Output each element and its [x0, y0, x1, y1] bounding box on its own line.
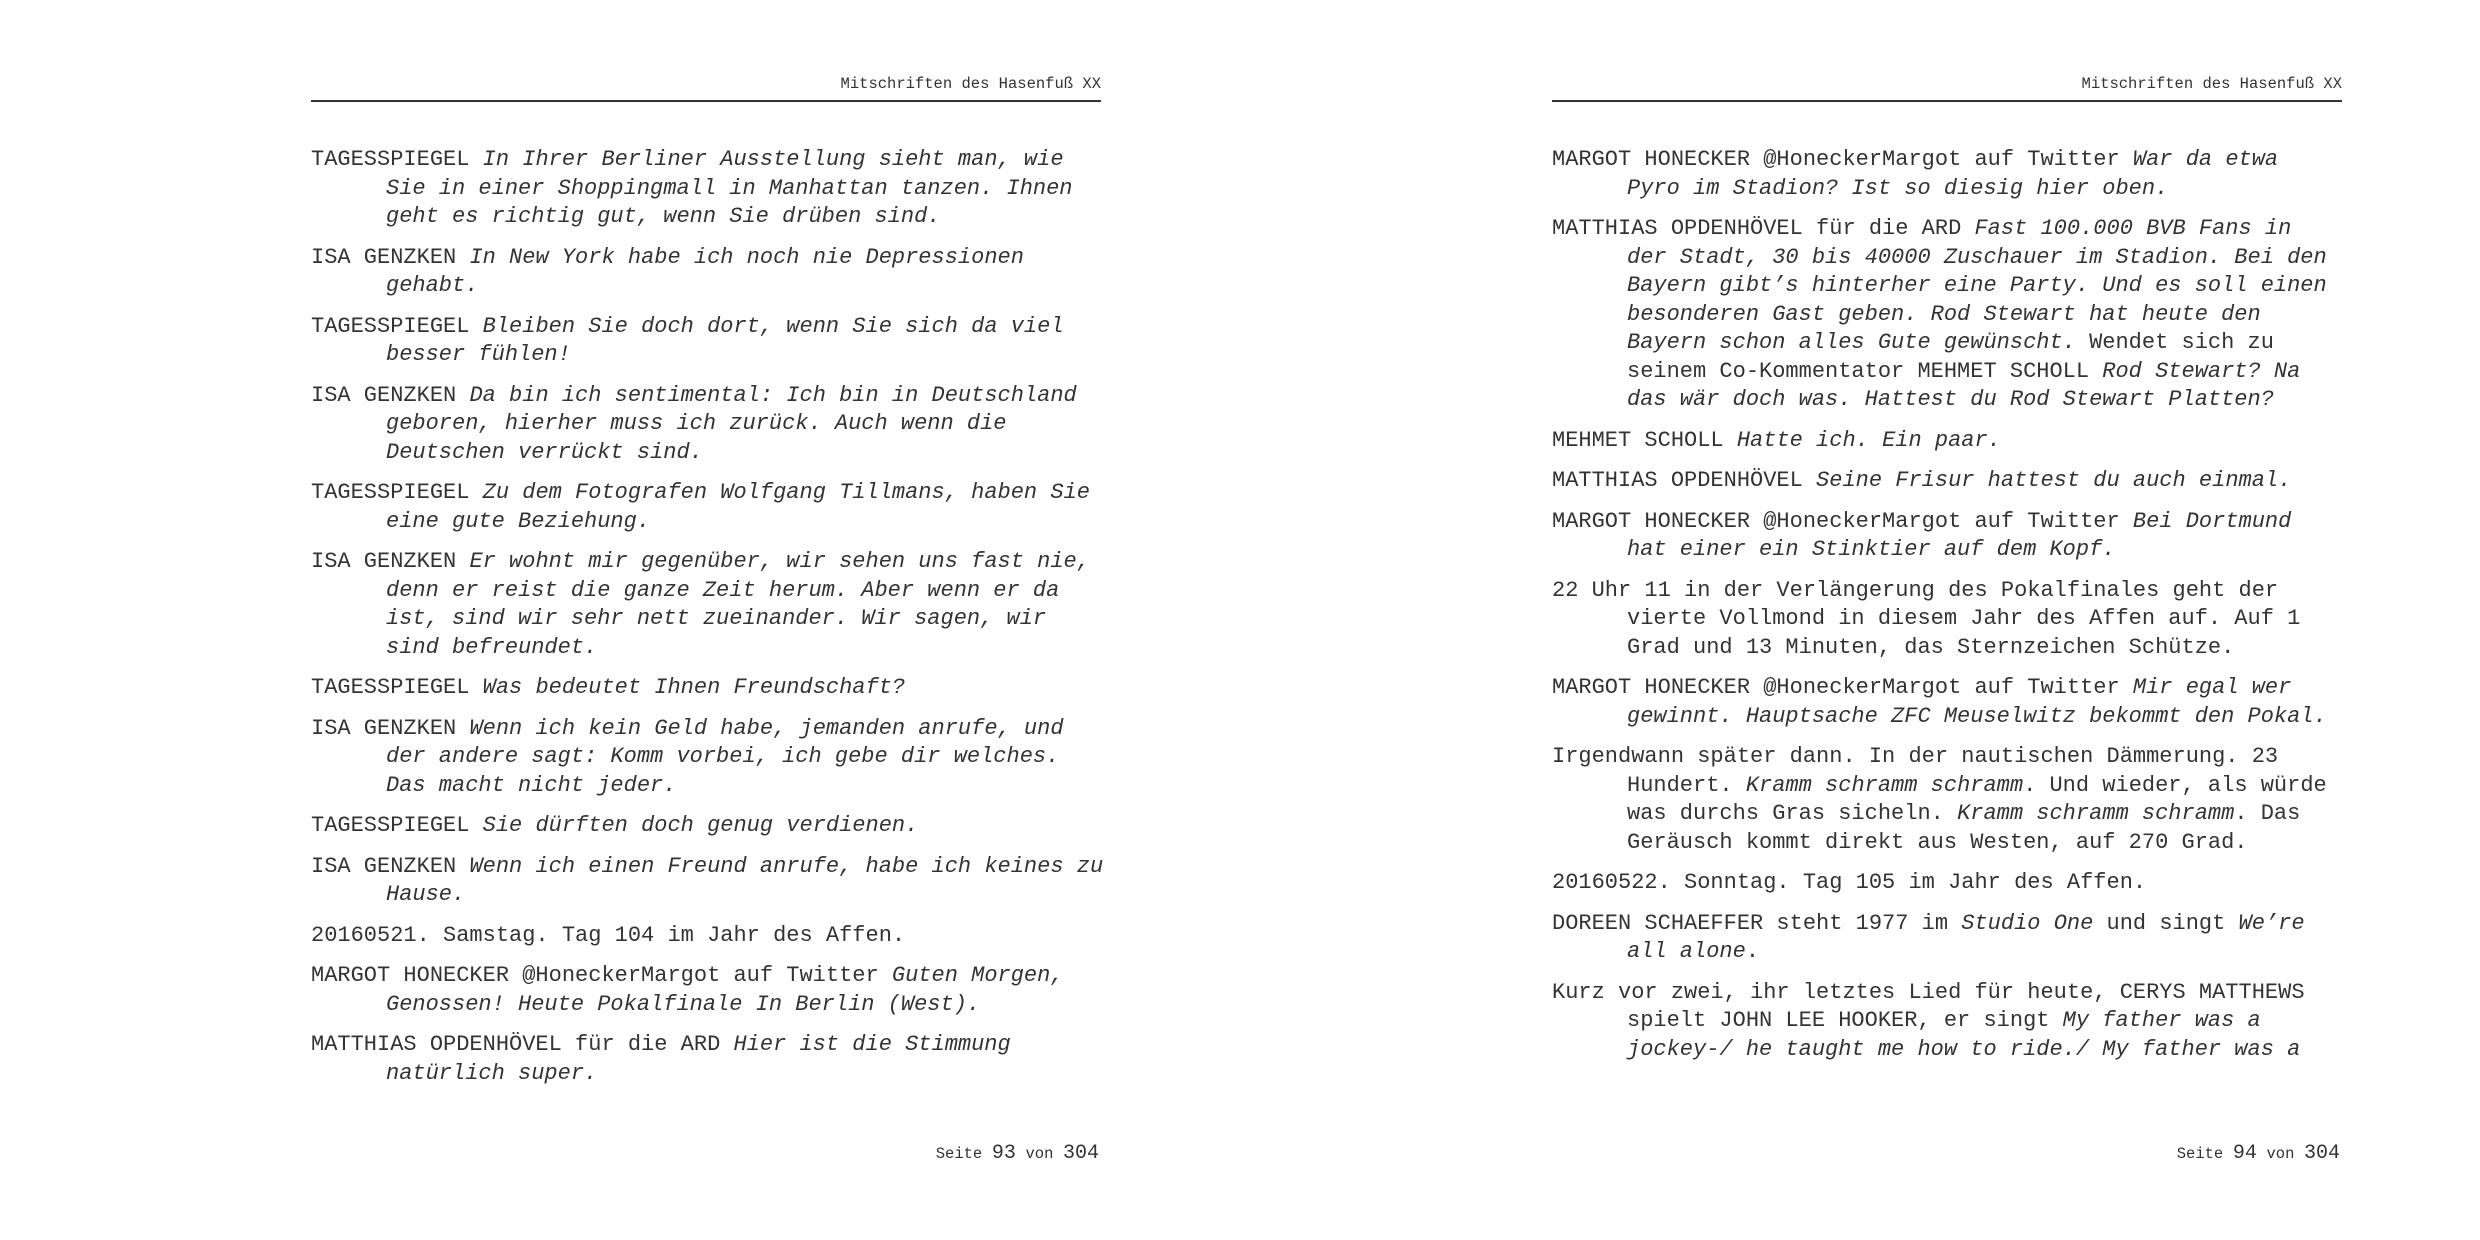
italic-text: eine gute Beziehung.: [386, 508, 651, 534]
italic-text: Da bin ich sentimental: Ich bin in Deutschland: [469, 382, 1077, 408]
text-line: [1552, 674, 2342, 703]
text-line: [386, 634, 1101, 663]
transcript-paragraph: [311, 244, 1101, 301]
text-line: [1627, 536, 2342, 565]
text-line: [311, 674, 1101, 703]
text-line: [1627, 1036, 2342, 1065]
text-run: . Und wieder, als würde: [2023, 772, 2327, 798]
text-run: MATTHIAS OPDENHÖVEL für die ARD: [1552, 216, 1975, 241]
text-run: MARGOT HONECKER @HoneckerMargot auf Twitter: [1552, 508, 2133, 534]
italic-text: Bayern schon alles Gute gewünscht.: [1627, 330, 2076, 355]
italic-text: ist, sind wir sehr nett zueinander. Wir sagen, wir: [386, 606, 1047, 631]
text-line: [1627, 244, 2342, 273]
italic-text: War da etwa: [2132, 147, 2279, 172]
text-line: [386, 439, 1101, 468]
text-run: TAGESSPIEGEL: [311, 313, 483, 339]
text-run: Wendet sich zu: [2075, 330, 2274, 355]
current-page: 93: [991, 1142, 1016, 1165]
italic-text: Wenn ich einen Freund anrufe, habe ich keines zu: [469, 853, 1104, 879]
transcript-paragraph: [1552, 146, 2342, 203]
text-run: DOREEN SCHAEFFER steht 1977 im: [1552, 910, 1962, 936]
current-page: 94: [2232, 1142, 2257, 1165]
italic-text: geboren, hierher muss ich zurück. Auch wenn die: [386, 411, 1007, 436]
transcript-paragraph: [311, 313, 1101, 370]
transcript-paragraph: [1552, 869, 2342, 898]
transcript-paragraph: [311, 812, 1101, 841]
text-line: [311, 922, 1101, 951]
italic-text: Pyro im Stadion? Ist so diesig hier oben.: [1627, 175, 2169, 201]
italic-text: Bleiben Sie doch dort, wenn Sie sich da viel: [482, 313, 1064, 339]
text-line: [386, 881, 1101, 910]
text-line: [386, 508, 1101, 537]
text-line: [311, 853, 1104, 882]
text-line: [1627, 329, 2342, 358]
text-line: [1552, 910, 2342, 939]
transcript-paragraph: [311, 853, 1104, 910]
transcript-paragraph: [1552, 743, 2342, 857]
text-line: [1627, 605, 2342, 634]
text-run: MARGOT HONECKER @HoneckerMargot auf Twitter: [1552, 675, 2133, 700]
italic-text: Bayern gibt’s hinterher eine Party. Und es soll einen: [1627, 273, 2327, 298]
text-run: ISA GENZKEN: [311, 382, 470, 408]
text-run: TAGESSPIEGEL: [311, 480, 483, 505]
italic-text: natürlich super.: [386, 1060, 598, 1086]
text-line: [1627, 938, 2342, 967]
transcript-paragraph: [1552, 427, 2342, 456]
text-line: [1627, 386, 2342, 415]
text-line: [1627, 1007, 2342, 1036]
italic-text: Wenn ich kein Geld habe, jemanden anrufe, und: [469, 715, 1064, 741]
text-line: [386, 743, 1101, 772]
italic-text: Sie in einer Shoppingmall in Manhattan tanzen. Ihnen: [386, 175, 1073, 201]
text-run: Geräusch kommt direkt aus Westen, auf 270 Grad.: [1627, 829, 2248, 855]
text-line: [1552, 215, 2342, 244]
text-run: TAGESSPIEGEL: [311, 147, 483, 172]
text-run: MATTHIAS OPDENHÖVEL für die ARD: [311, 1032, 734, 1057]
italic-text: all alone: [1627, 939, 1746, 964]
right-page: [1552, 0, 2342, 1240]
text-line: [1627, 175, 2342, 204]
text-line: [1552, 577, 2342, 606]
text-line: [386, 772, 1101, 801]
transcript-paragraph: [1552, 508, 2342, 565]
text-line: [386, 175, 1101, 204]
text-line: [1552, 427, 2342, 456]
running-header: Mitschriften des Hasenfuß XX: [311, 72, 1101, 102]
text-line: [1627, 829, 2342, 858]
italic-text: Kramm schramm schramm: [1745, 772, 2024, 798]
text-run: und singt: [2093, 910, 2239, 936]
text-line: [1627, 358, 2342, 387]
italic-text: besser fühlen!: [386, 342, 571, 367]
transcript-paragraph: [1552, 577, 2342, 663]
text-line: [311, 244, 1101, 273]
italic-text: Hause.: [386, 882, 466, 907]
text-line: [1552, 743, 2342, 772]
italic-text: Guten Morgen,: [891, 963, 1064, 988]
text-run: MEHMET SCHOLL: [1552, 427, 1737, 453]
text-run: ISA GENZKEN: [311, 853, 470, 879]
transcript-paragraph: [1552, 910, 2342, 967]
text-run: ISA GENZKEN: [311, 244, 470, 270]
text-run: MATTHIAS OPDENHÖVEL: [1552, 468, 1817, 493]
text-run: ISA GENZKEN: [311, 549, 470, 574]
text-line: [311, 313, 1101, 342]
total-pages: 304: [2303, 1142, 2340, 1165]
transcript-paragraph: [311, 715, 1101, 801]
text-line: [1627, 634, 2342, 663]
italic-text: Zu dem Fotografen Wolfgang Tillmans, haben Sie: [482, 480, 1090, 505]
text-line: [1627, 301, 2342, 330]
text-line: [386, 1060, 1101, 1089]
transcript-paragraph: [311, 382, 1101, 468]
italic-text: denn er reist die ganze Zeit herum. Aber wenn er da: [386, 577, 1060, 603]
transcript-paragraph: [311, 146, 1101, 232]
italic-text: Hier ist die Stimmung: [733, 1032, 1011, 1057]
text-line: [1552, 508, 2342, 537]
text-run: 20160522. Sonntag. Tag 105 im Jahr des Affen.: [1552, 870, 2147, 895]
italic-text: gehabt.: [386, 273, 479, 298]
text-line: [386, 991, 1101, 1020]
transcript-paragraph: [1552, 979, 2342, 1065]
text-run: TAGESSPIEGEL: [311, 675, 483, 700]
text-line: [311, 812, 1101, 841]
text-line: [311, 1031, 1101, 1060]
italic-text: Hatte ich. Ein paar.: [1736, 427, 2001, 453]
text-line: [386, 577, 1101, 606]
transcript-paragraph: [1552, 215, 2342, 415]
text-line: [1627, 703, 2342, 732]
text-run: vierte Vollmond in diesem Jahr des Affen auf. Auf 1: [1627, 606, 2301, 631]
italic-text: My father was a: [2062, 1008, 2261, 1033]
italic-text: Was bedeutet Ihnen Freundschaft?: [482, 675, 906, 700]
text-run: . Das: [2234, 801, 2301, 826]
italic-text: Genossen! Heute Pokalfinale In Berlin (West).: [386, 991, 981, 1017]
italic-text: Fast 100.000 BVB Fans in: [1974, 216, 2292, 241]
italic-text: besonderen Gast geben. Rod Stewart hat heute den: [1627, 301, 2261, 327]
text-line: [311, 382, 1101, 411]
italic-text: geht es richtig gut, wenn Sie drüben sind.: [386, 204, 941, 229]
italic-text: Mir egal wer: [2132, 675, 2292, 700]
page-number: [936, 1142, 1099, 1165]
text-line: [311, 146, 1101, 175]
italic-text: Deutschen verrückt sind.: [386, 439, 703, 465]
transcript-paragraph: [1552, 467, 2342, 496]
total-pages: 304: [1062, 1142, 1099, 1165]
italic-text: Das macht nicht jeder.: [386, 772, 677, 798]
italic-text: Er wohnt mir gegenüber, wir sehen uns fast nie,: [469, 549, 1090, 574]
text-line: [386, 605, 1101, 634]
italic-text: Seine Frisur hattest du auch einmal.: [1816, 468, 2292, 493]
text-line: [1627, 272, 2342, 301]
page-label: Seite: [935, 1145, 983, 1163]
italic-text: das wär doch was. Hattest du Rod Stewart Platten?: [1627, 387, 2274, 412]
transcript-paragraph: [311, 548, 1101, 662]
italic-text: Studio One: [1961, 910, 2094, 936]
italic-text: Bei Dortmund: [2132, 508, 2292, 534]
text-run: Irgendwann später dann. In der nautischen Dämmerung. 23: [1552, 744, 2279, 769]
italic-text: hat einer ein Stinktier auf dem Kopf.: [1627, 537, 2116, 562]
text-run: .: [1745, 939, 1760, 964]
page-body: [311, 146, 1104, 1100]
italic-text: der andere sagt: Komm vorbei, ich gebe dir welches.: [386, 744, 1060, 769]
italic-text: Kramm schramm schramm: [1957, 801, 2235, 826]
italic-text: Rod Stewart? Na: [2102, 358, 2301, 384]
running-header: Mitschriften des Hasenfuß XX: [1552, 72, 2342, 102]
text-run: Kurz vor zwei, ihr letztes Lied für heute, CERYS MATTHEWS: [1552, 979, 2305, 1005]
text-run: 20160521. Samstag. Tag 104 im Jahr des Affen.: [311, 922, 906, 948]
page-label: Seite: [2176, 1145, 2224, 1163]
text-line: [311, 479, 1101, 508]
text-line: [1552, 979, 2342, 1008]
text-run: was durchs Gras sicheln.: [1627, 801, 1958, 826]
text-line: [1627, 800, 2342, 829]
italic-text: In New York habe ich noch nie Depressionen: [469, 244, 1024, 270]
text-line: [386, 410, 1101, 439]
transcript-paragraph: [311, 674, 1101, 703]
text-run: MARGOT HONECKER @HoneckerMargot auf Twitter: [311, 963, 892, 988]
transcript-paragraph: [1552, 674, 2342, 731]
page-body: [1552, 146, 2342, 1076]
italic-text: We’re: [2238, 910, 2305, 936]
page-of-label: von: [2266, 1145, 2295, 1163]
text-line: [311, 962, 1101, 991]
italic-text: sind befreundet.: [386, 634, 598, 660]
text-line: [311, 715, 1101, 744]
left-page: [311, 0, 1104, 1240]
transcript-paragraph: [311, 479, 1101, 536]
italic-text: der Stadt, 30 bis 40000 Zuschauer im Stadion. Bei den: [1627, 244, 2327, 270]
italic-text: gewinnt. Hauptsache ZFC Meuselwitz bekommt den Pokal.: [1627, 703, 2327, 729]
italic-text: Sie dürften doch genug verdienen.: [482, 813, 919, 838]
page-number: [2177, 1142, 2340, 1165]
page-of-label: von: [1025, 1145, 1054, 1163]
text-line: [1552, 869, 2342, 898]
text-line: [386, 203, 1101, 232]
text-line: [386, 272, 1101, 301]
transcript-paragraph: [311, 922, 1101, 951]
text-run: MARGOT HONECKER @HoneckerMargot auf Twitter: [1552, 147, 2133, 172]
italic-text: jockey-/ he taught me how to ride./ My father was a: [1627, 1036, 2301, 1062]
text-line: [386, 341, 1101, 370]
transcript-paragraph: [311, 1031, 1101, 1088]
text-line: [311, 548, 1101, 577]
text-line: [1552, 467, 2342, 496]
transcript-paragraph: [311, 962, 1101, 1019]
text-run: seinem Co-Kommentator MEHMET SCHOLL: [1627, 358, 2103, 384]
text-run: TAGESSPIEGEL: [311, 813, 483, 838]
text-run: Grad und 13 Minuten, das Sternzeichen Schütze.: [1627, 634, 2235, 660]
text-run: ISA GENZKEN: [311, 715, 470, 741]
text-line: [1627, 772, 2342, 801]
text-run: spielt JOHN LEE HOOKER, er singt: [1627, 1008, 2063, 1033]
text-line: [1552, 146, 2342, 175]
text-run: 22 Uhr 11 in der Verlängerung des Pokalfinales geht der: [1552, 577, 2279, 603]
italic-text: In Ihrer Berliner Ausstellung sieht man, wie: [482, 147, 1064, 172]
text-run: Hundert.: [1627, 772, 1746, 798]
